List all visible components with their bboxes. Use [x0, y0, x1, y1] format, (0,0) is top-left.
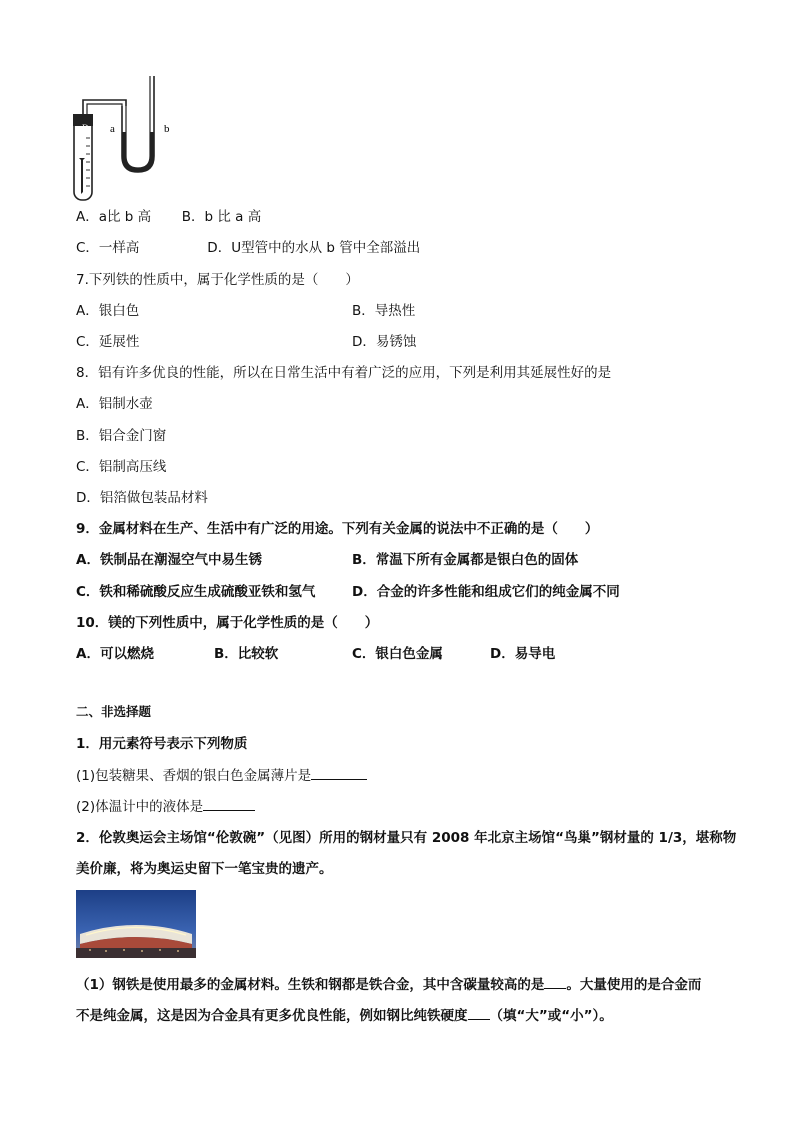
- apparatus-figure: [70, 76, 190, 206]
- q9-stem: 9．金属材料在生产、生活中有广泛的用途。下列有关金属的说法中不正确的是（ ）: [76, 521, 599, 537]
- q9-option-d[interactable]: D．合金的许多性能和组成它们的纯金属不同: [352, 584, 620, 600]
- u-tube: [122, 76, 154, 172]
- q7-option-a[interactable]: A．银白色: [76, 303, 140, 319]
- nail-icon: [79, 158, 85, 194]
- label-b: b: [164, 123, 170, 135]
- label-a: a: [110, 123, 115, 135]
- q7-option-d[interactable]: D．易锈蚀: [352, 334, 417, 350]
- q7-option-b[interactable]: B．导热性: [352, 303, 416, 319]
- q6-option-c[interactable]: C．一样高: [76, 240, 140, 256]
- q9-option-c[interactable]: C．铁和稀硫酸反应生成硫酸亚铁和氢气: [76, 584, 316, 600]
- nq2-sub1-text-2a: 不是纯金属，这是因为合金具有更多优良性能，例如钢比纯铁硬度: [76, 1008, 468, 1024]
- q8-stem: 8．铝有许多优良的性能，所以在日常生活中有着广泛的应用，下列是利用其延展性好的是: [76, 365, 612, 381]
- q10-option-b[interactable]: B．比较软: [214, 646, 279, 662]
- connecting-tube: [83, 100, 126, 114]
- q6-option-b[interactable]: B．b 比 a 高: [181, 209, 262, 225]
- nq2-stem-line1: 2．伦敦奥运会主场馆“伦敦碗”（见图）所用的钢材量只有 2008 年北京主场馆“鸟巢”钢材量的 1/3，堪称物: [76, 830, 737, 846]
- label-tube-mark: D: [82, 123, 89, 133]
- q8-option-d[interactable]: D．铝箔做包装品材料: [76, 490, 208, 506]
- nq2-stem-line2: 美价廉，将为奥运史留下一笔宝贵的遗产。: [76, 861, 333, 877]
- u-tube-water: [122, 132, 154, 172]
- q9-option-a[interactable]: A．铁制品在潮湿空气中易生锈: [76, 552, 262, 568]
- tube-scale: [86, 138, 90, 186]
- nq1-sub1: [76, 766, 367, 785]
- q10-option-d[interactable]: D．易导电: [490, 646, 556, 662]
- nq1-stem: 1．用元素符号表示下列物质: [76, 736, 248, 752]
- nq1-sub2-blank[interactable]: [203, 797, 255, 811]
- stadium-photo: [76, 890, 196, 958]
- nq2-sub1-line1: [76, 975, 701, 994]
- q8-option-b[interactable]: B．铝合金门窗: [76, 428, 167, 444]
- nq1-sub2-text: (2)体温计中的液体是: [76, 799, 204, 815]
- nq2-sub1-text-1a: （1）钢铁是使用最多的金属材料。生铁和钢都是铁合金，其中含碳量较高的是: [76, 977, 545, 993]
- q6-option-a[interactable]: A．a比 b 高: [76, 209, 152, 225]
- nq2-sub1-text-1b: 。大量使用的是合金而: [566, 977, 702, 993]
- q6-row2: [76, 239, 420, 257]
- q9-option-b[interactable]: B．常温下所有金属都是银白色的固体: [352, 552, 579, 568]
- q8-option-c[interactable]: C．铝制高压线: [76, 459, 167, 475]
- q7-option-c[interactable]: C．延展性: [76, 334, 140, 350]
- q10-row: [76, 645, 555, 663]
- q10-stem: 10．镁的下列性质中，属于化学性质的是（ ）: [76, 615, 379, 631]
- q10-option-c[interactable]: C．银白色金属: [352, 646, 443, 662]
- q6-option-d[interactable]: D．U型管中的水从 b 管中全部溢出: [207, 240, 421, 256]
- section-title: 二、非选择题: [76, 704, 152, 719]
- nq1-sub2: [76, 797, 255, 816]
- q7-stem: 7.下列铁的性质中，属于化学性质的是（ ）: [76, 272, 359, 288]
- nq1-sub1-blank[interactable]: [311, 766, 367, 780]
- nq2-sub1-line2: [76, 1006, 613, 1025]
- nq1-sub1-text: (1)包装糖果、香烟的银白色金属薄片是: [76, 768, 312, 784]
- q6-row1: [76, 208, 261, 226]
- nq2-sub1-text-2b: （填“大”或“小”）。: [489, 1008, 613, 1024]
- q10-option-a[interactable]: A．可以燃烧: [76, 646, 154, 662]
- q8-option-a[interactable]: A．铝制水壶: [76, 396, 153, 412]
- nq2-sub1-blank-1[interactable]: [544, 975, 566, 989]
- nq2-sub1-blank-2[interactable]: [468, 1006, 490, 1020]
